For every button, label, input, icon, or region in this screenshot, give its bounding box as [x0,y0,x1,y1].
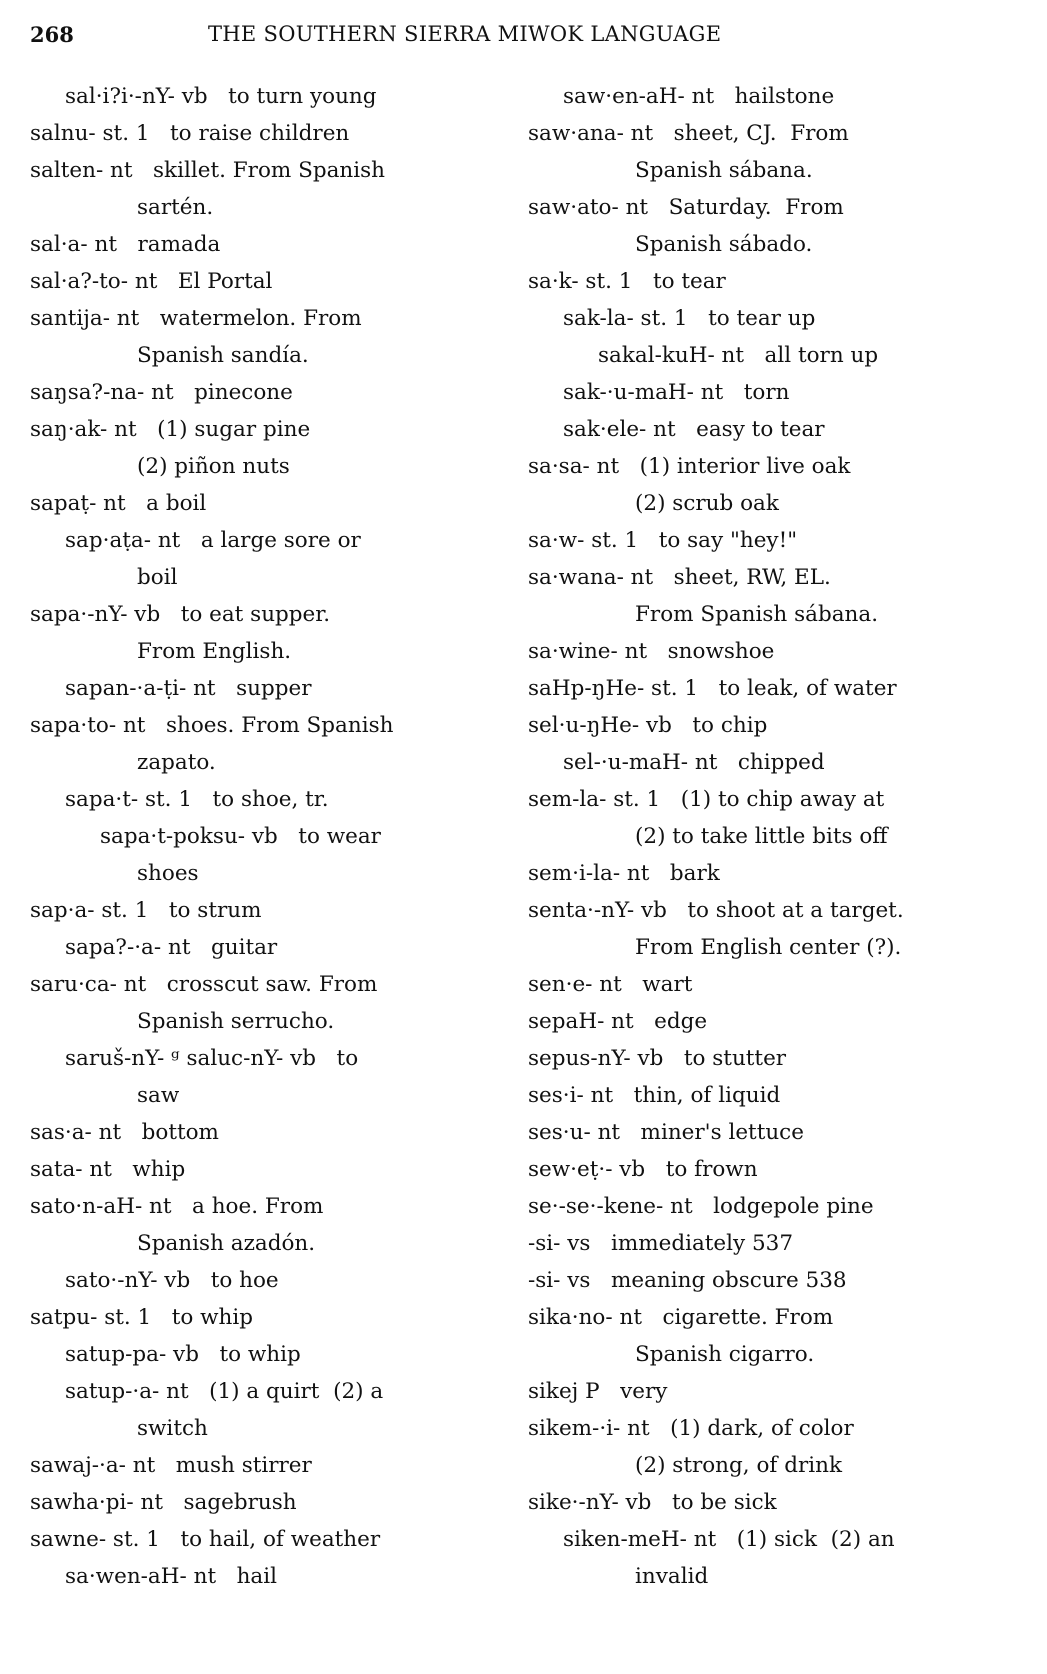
dictionary-line: shoes [137,861,199,886]
dictionary-line: invalid [635,1564,709,1589]
dictionary-line: sawne- st. 1 to hail, of weather [30,1527,381,1552]
right-column [528,78,1028,1595]
dictionary-line: sal·i?i·-nY- vb to turn young [65,84,377,109]
dictionary-line: sepus-nY- vb to stutter [528,1046,787,1071]
dictionary-line: sata- nt whip [30,1157,186,1182]
dictionary-line: zapato. [137,750,216,775]
dictionary-line: sen·e- nt wart [528,972,693,997]
dictionary-line: sapa·t-poksu- vb to wear [100,824,381,849]
dictionary-line: Spanish sábana. [635,158,813,183]
dictionary-line: saruš-nY- ᵍ saluc-nY- vb to [65,1046,359,1071]
dictionary-line: salten- nt skillet. From Spanish [30,158,386,183]
dictionary-line: se·-se·-kene- nt lodgepole pine [528,1194,874,1219]
dictionary-line: sap·aṭa- nt a large sore or [65,528,361,553]
dictionary-line: satpu- st. 1 to whip [30,1305,254,1330]
dictionary-line: sapa?-·a- nt guitar [65,935,278,960]
dictionary-line: sal·a- nt ramada [30,232,221,257]
dictionary-line: Spanish azadón. [137,1231,316,1256]
dictionary-line: sato·-nY- vb to hoe [65,1268,279,1293]
left-column [30,78,495,1595]
dictionary-line: satup-pa- vb to whip [65,1342,301,1367]
dictionary-line: Spanish serrucho. [137,1009,335,1034]
dictionary-line: sartén. [137,195,214,220]
dictionary-line: sike·-nY- vb to be sick [528,1490,777,1515]
dictionary-line: sem-la- st. 1 (1) to chip away at [528,787,885,812]
dictionary-line: saHp-ŋHe- st. 1 to leak, of water [528,676,897,701]
dictionary-line: (2) strong, of drink [635,1453,842,1478]
dictionary-line: sika·no- nt cigarette. From [528,1305,834,1330]
dictionary-line: From English center (?). [635,935,902,960]
dictionary-line: ses·i- nt thin, of liquid [528,1083,781,1108]
dictionary-line: sak·ele- nt easy to tear [563,417,825,442]
dictionary-line: sa·wana- nt sheet, RW, EL. [528,565,831,590]
dictionary-line: sapa·-nY- vb to eat supper. [30,602,331,627]
dictionary-line: sa·wen-aH- nt hail [65,1564,277,1589]
dictionary-line: sapa·to- nt shoes. From Spanish [30,713,394,738]
dictionary-line: sa·sa- nt (1) interior live oak [528,454,851,479]
dictionary-line: sepaH- nt edge [528,1009,708,1034]
dictionary-line: From English. [137,639,292,664]
dictionary-line: sem·i-la- nt bark [528,861,720,886]
dictionary-line: sa·k- st. 1 to tear [528,269,726,294]
dictionary-line: sak-·u-maH- nt torn [563,380,790,405]
dictionary-line: switch [137,1416,208,1441]
dictionary-line: (2) to take little bits off [635,824,888,849]
dictionary-line: sa·wine- nt snowshoe [528,639,775,664]
dictionary-line: sew·eṭ·- vb to frown [528,1157,758,1182]
dictionary-line: saŋsa?-na- nt pinecone [30,380,293,405]
dictionary-line: salnu- st. 1 to raise children [30,121,350,146]
dictionary-line: sel-·u-maH- nt chipped [563,750,825,775]
dictionary-line: sawaj-·a- nt mush stirrer [30,1453,312,1478]
dictionary-line: sawha·pi- nt sagebrush [30,1490,297,1515]
dictionary-line: saw·ana- nt sheet, CJ. From [528,121,849,146]
dictionary-line: sapaṭ- nt a boil [30,491,207,516]
dictionary-line: saw·ato- nt Saturday. From [528,195,844,220]
dictionary-line: sel·u-ŋHe- vb to chip [528,713,768,738]
dictionary-line: (2) piñon nuts [137,454,290,479]
running-title: THE SOUTHERN SIERRA MIWOK LANGUAGE [208,22,722,46]
page-number: 268 [30,22,74,47]
dictionary-line: ses·u- nt miner's lettuce [528,1120,804,1145]
dictionary-line: saŋ·ak- nt (1) sugar pine [30,417,311,442]
dictionary-line: sak-la- st. 1 to tear up [563,306,816,331]
dictionary-line: sakal-kuH- nt all torn up [598,343,879,368]
dictionary-line: sikej P very [528,1379,668,1404]
dictionary-line: sikem-·i- nt (1) dark, of color [528,1416,854,1441]
dictionary-line: -si- vs immediately 537 [528,1231,794,1256]
dictionary-line: Spanish cigarro. [635,1342,815,1367]
dictionary-line: (2) scrub oak [635,491,779,516]
dictionary-line: From Spanish sábana. [635,602,879,627]
dictionary-line: sapa·t- st. 1 to shoe, tr. [65,787,329,812]
dictionary-line: Spanish sábado. [635,232,813,257]
dictionary-line: siken-meH- nt (1) sick (2) an [563,1527,895,1552]
dictionary-line: saw [137,1083,180,1108]
dictionary-line: boil [137,565,178,590]
dictionary-line: Spanish sandía. [137,343,309,368]
page-header [30,22,990,52]
dictionary-line: sato·n-aH- nt a hoe. From [30,1194,324,1219]
dictionary-line: -si- vs meaning obscure 538 [528,1268,847,1293]
dictionary-line: sa·w- st. 1 to say "hey!" [528,528,798,553]
dictionary-line: sap·a- st. 1 to strum [30,898,262,923]
dictionary-line: saru·ca- nt crosscut saw. From [30,972,378,997]
dictionary-line: saw·en-aH- nt hailstone [563,84,835,109]
dictionary-line: sal·a?-to- nt El Portal [30,269,273,294]
dictionary-line: sas·a- nt bottom [30,1120,219,1145]
dictionary-line: santija- nt watermelon. From [30,306,362,331]
dictionary-line: senta·-nY- vb to shoot at a target. [528,898,904,923]
dictionary-line: satup-·a- nt (1) a quirt (2) a [65,1379,384,1404]
dictionary-line: sapan-·a-ṭi- nt supper [65,676,312,701]
